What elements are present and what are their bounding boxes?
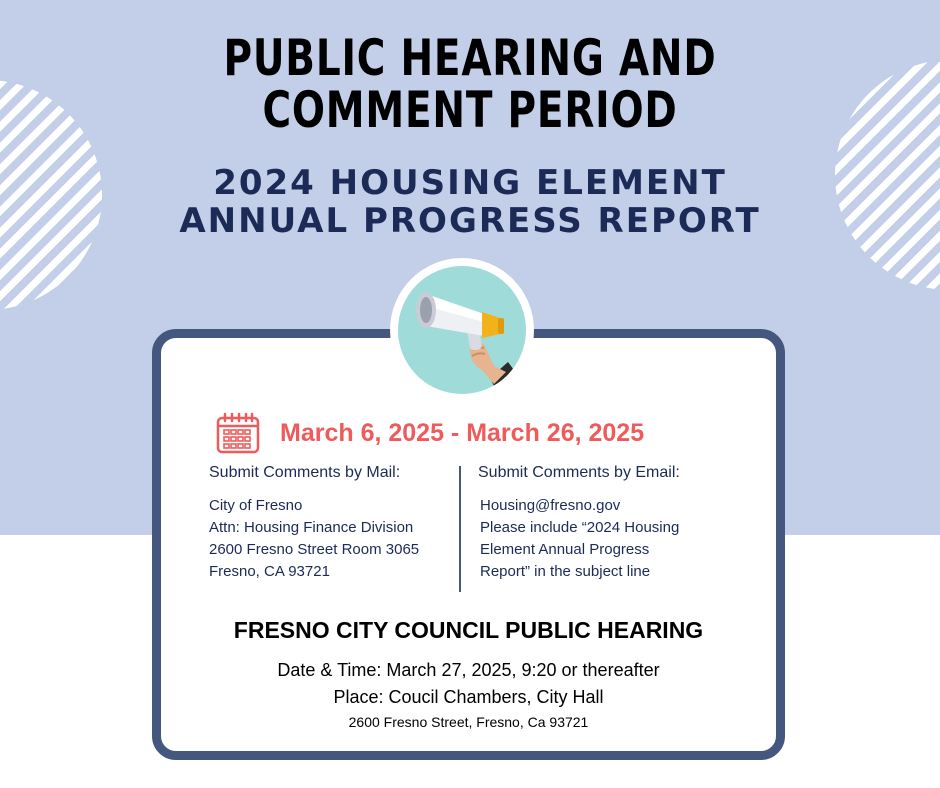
mail-line: 2600 Fresno Street Room 3065 <box>209 541 420 558</box>
mail-line: Attn: Housing Finance Division <box>209 519 414 536</box>
email-line: Report” in the subject line <box>480 563 651 580</box>
hearing-title: FRESNO CITY COUNCIL PUBLIC HEARING <box>233 617 704 643</box>
hearing-place: Place: Coucil Chambers, City Hall <box>333 687 604 707</box>
subtitle <box>0 164 940 240</box>
email-heading: Submit Comments by Email: <box>478 464 680 481</box>
date-range: March 6, 2025 - March 26, 2025 <box>280 418 645 447</box>
mail-section <box>209 464 454 583</box>
mail-heading: Submit Comments by Mail: <box>209 464 401 481</box>
subtitle-line1: 2024 HOUSING ELEMENT <box>213 163 727 203</box>
mail-line: Fresno, CA 93721 <box>209 563 330 580</box>
hearing-address: 2600 Fresno Street, Fresno, Ca 93721 <box>348 714 589 730</box>
mail-line: City of Fresno <box>209 497 303 514</box>
main-title-line2: COMMENT PERIOD <box>262 81 678 139</box>
main-title-line1: PUBLIC HEARING AND <box>223 29 717 87</box>
email-section <box>478 464 738 583</box>
email-line: Element Annual Progress <box>480 541 650 558</box>
email-line: Please include “2024 Housing <box>480 519 680 536</box>
subtitle-line2: ANNUAL PROGRESS REPORT <box>179 201 761 241</box>
comment-period <box>216 410 644 456</box>
email-address[interactable]: Housing@fresno.gov <box>480 497 621 514</box>
calendar-icon <box>216 412 260 454</box>
hearing-date-time: Date & Time: March 27, 2025, 9:20 or thereafter <box>277 660 660 680</box>
megaphone-icon <box>398 266 526 394</box>
megaphone-badge <box>390 258 534 402</box>
main-title <box>103 29 836 139</box>
column-divider <box>459 466 461 592</box>
